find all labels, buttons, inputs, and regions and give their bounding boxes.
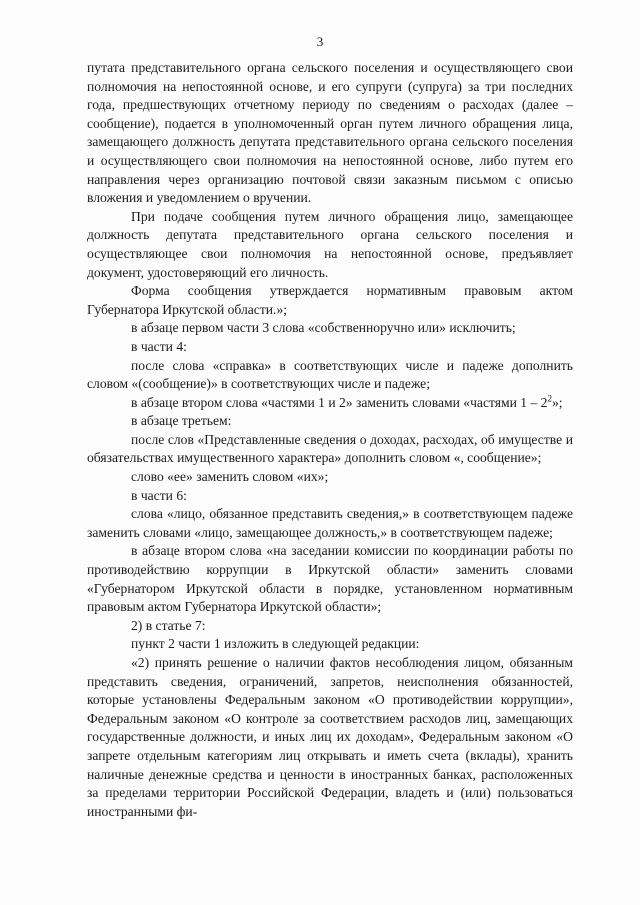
paragraph: 2) в статье 7:: [131, 617, 206, 633]
paragraph: «2) принять решение о наличии фактов несоблюдения лицом, обязанным представить сведения, ограничений, запретов, неисполнения обязанностей, которые установлены Федеральным законом «О противодействии коррупции», Федеральным законом «О контроле за соответствием расходов лиц, замещающих государственные должности, и иных лиц их доходам», Федеральным законом «О запрете отдельным категориям лиц открывать и иметь счета (вклады), хранить наличные денежные средства и ценности в иностранных банках, расположенных за пределами территории Российской Федерации, владеть и (или) пользоваться иностранными фи-: [87, 655, 573, 819]
paragraph: в части 6:: [131, 487, 187, 503]
paragraph: в абзаце первом части 3 слова «собственноручно или» исключить;: [131, 320, 516, 336]
paragraph: в части 4:: [131, 338, 187, 354]
paragraph: в абзаце третьем:: [131, 413, 232, 429]
paragraph: в абзаце втором слова «частями 1 и 2» заменить словами «частями $1 - 2^2$»;: [131, 393, 563, 410]
page-number: 3: [316, 34, 324, 49]
paragraph: после слова «справка» в соответствующих числе и падеже дополнить словом «(сообщение)» в соответствующих числе и падеже;: [87, 357, 573, 392]
document-body: [87, 59, 573, 821]
paragraph: слова «лицо, обязанное представить сведения,» в соответствующем падеже заменить словами «лицо, замещающее должность,» в соответствующем падеже;: [87, 506, 573, 540]
paragraph: после слов «Представленные сведения о доходах, расходах, об имуществе и обязательствах имущественного характера» дополнить словом «, сообщение»;: [87, 431, 573, 466]
paragraph: пункт 2 части 1 изложить в следующей редакции:: [131, 636, 420, 652]
paragraph: путата представительного органа сельского поселения и осуществляющего свои полномочия на непостоянной основе, и его супруги (супруга) за три последних года, предшествующих отчетному периоду по сведениям о расходах (далее – сообщение), подается в уполномоченный орган путем личного обращения лица, замещающего должность депутата представительного органа сельского поселения и осуществляющего свои полномочия на непостоянной основе, либо путем его направления через организацию почтовой связи заказным письмом с описью вложения и уведомлением о вручении.: [87, 60, 573, 206]
paragraph: в абзаце втором слова «на заседании комиссии по координации работы по противодействию коррупции в Иркутской области» заменить словами «Губернатором Иркутской области в порядке, установленном нормативным правовым актом Губернатора Иркутской области»;: [87, 543, 573, 615]
paragraph: При подаче сообщения путем личного обращения лицо, замещающее должность депутата представительного органа сельского поселения и осуществляющее свои полномочия на непостоянной основе, предъявляет документ, удостоверяющий его личность.: [87, 208, 573, 280]
paragraph: Форма сообщения утверждается нормативным правовым актом Губернатора Иркутской области.»;: [87, 283, 573, 317]
paragraph: слово «ее» заменить словом «их»;: [131, 469, 329, 485]
